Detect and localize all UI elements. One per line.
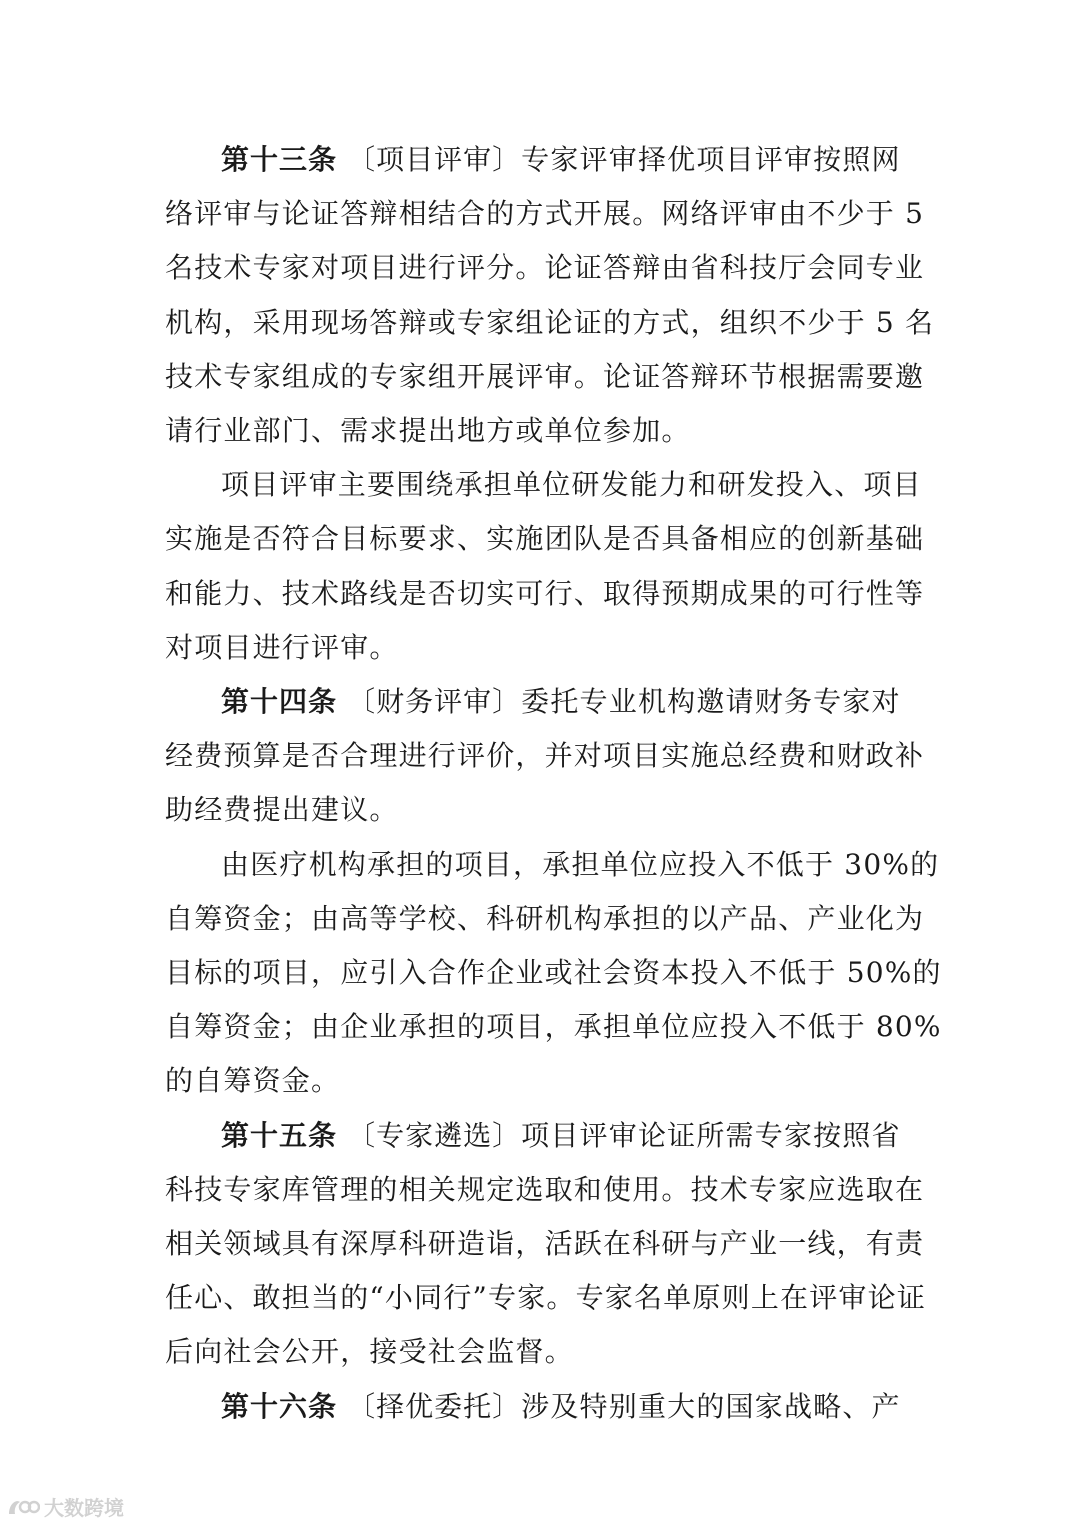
article-14-paragraph-2 bbox=[165, 838, 942, 1109]
article-13-line-2: 络评审与论证答辩相结合的方式开展。网络评审由不少于 5 bbox=[165, 197, 925, 231]
article-14-line-3: 助经费提出建议。 bbox=[165, 793, 399, 827]
brand-logo-icon bbox=[6, 1496, 40, 1518]
para-14b-line-1: 由医疗机构承担的项目，承担单位应投入不低于 30%的 bbox=[221, 847, 940, 881]
article-14-line-1: 委托专业机构邀请财务专家对 bbox=[521, 685, 901, 719]
article-13 bbox=[165, 133, 935, 458]
article-13-number: 第十三条 bbox=[221, 143, 338, 176]
document-body bbox=[165, 133, 942, 1434]
article-15-line-3: 相关领域具有深厚科研造诣，活跃在科研与产业一线，有责 bbox=[165, 1227, 925, 1261]
article-16-number: 第十六条 bbox=[221, 1389, 338, 1423]
para-13b-line-4: 对项目进行评审。 bbox=[165, 630, 399, 664]
para-13b-line-1: 项目评审主要围绕承担单位研发能力和研发投入、项目 bbox=[221, 468, 922, 502]
para-14b-line-2: 自筹资金；由高等学校、科研机构承担的以产品、产业化为 bbox=[165, 901, 925, 935]
article-15-line-4: 任心、敢担当的“小同行”专家。专家名单原则上在评审论证 bbox=[165, 1281, 927, 1315]
para-13b-line-3: 和能力、技术路线是否切实可行、取得预期成果的可行性等 bbox=[165, 576, 925, 610]
article-15-line-5: 后向社会公开，接受社会监督。 bbox=[165, 1335, 574, 1369]
article-13-line-5: 技术专家组成的专家组开展评审。论证答辩环节根据需要邀 bbox=[165, 359, 925, 393]
article-14-line-2: 经费预算是否合理进行评价，并对项目实施总经费和财政补 bbox=[165, 739, 925, 773]
article-14 bbox=[165, 675, 925, 838]
article-13-line-3: 名技术专家对项目进行评分。论证答辩由省科技厅会同专业 bbox=[165, 251, 925, 285]
article-15-line-1: 项目评审论证所需专家按照省 bbox=[521, 1118, 901, 1152]
article-15-title: 〔专家遴选〕 bbox=[347, 1118, 522, 1152]
para-14b-line-3: 目标的项目，应引入合作企业或社会资本投入不低于 50%的 bbox=[165, 956, 942, 990]
article-13-title: 〔项目评审〕 bbox=[347, 143, 522, 176]
article-16 bbox=[165, 1380, 917, 1434]
article-14-number: 第十四条 bbox=[221, 685, 338, 719]
article-13-line-1: 专家评审择优项目评审按照网 bbox=[521, 143, 901, 176]
article-13-line-6: 请行业部门、需求提出地方或单位参加。 bbox=[165, 414, 691, 448]
watermark bbox=[6, 1492, 124, 1521]
article-14-title: 〔财务评审〕 bbox=[347, 685, 522, 719]
article-13-line-4: 机构，采用现场答辩或专家组论证的方式，组织不少于 5 名 bbox=[165, 305, 935, 339]
para-14b-line-5: 的自筹资金。 bbox=[165, 1064, 341, 1098]
article-15-line-2: 科技专家库管理的相关规定选取和使用。技术专家应选取在 bbox=[165, 1172, 925, 1206]
article-15-number: 第十五条 bbox=[221, 1118, 338, 1152]
article-16-line-1: 涉及特别重大的国家战略、产 bbox=[521, 1389, 901, 1423]
para-14b-line-4: 自筹资金；由企业承担的项目，承担单位应投入不低于 80% bbox=[165, 1010, 942, 1044]
article-15 bbox=[165, 1109, 927, 1380]
article-16-title: 〔择优委托〕 bbox=[347, 1389, 522, 1423]
article-13-paragraph-2 bbox=[165, 458, 925, 675]
watermark-text: 大数跨境 bbox=[44, 1496, 124, 1520]
para-13b-line-2: 实施是否符合目标要求、实施团队是否具备相应的创新基础 bbox=[165, 522, 925, 556]
